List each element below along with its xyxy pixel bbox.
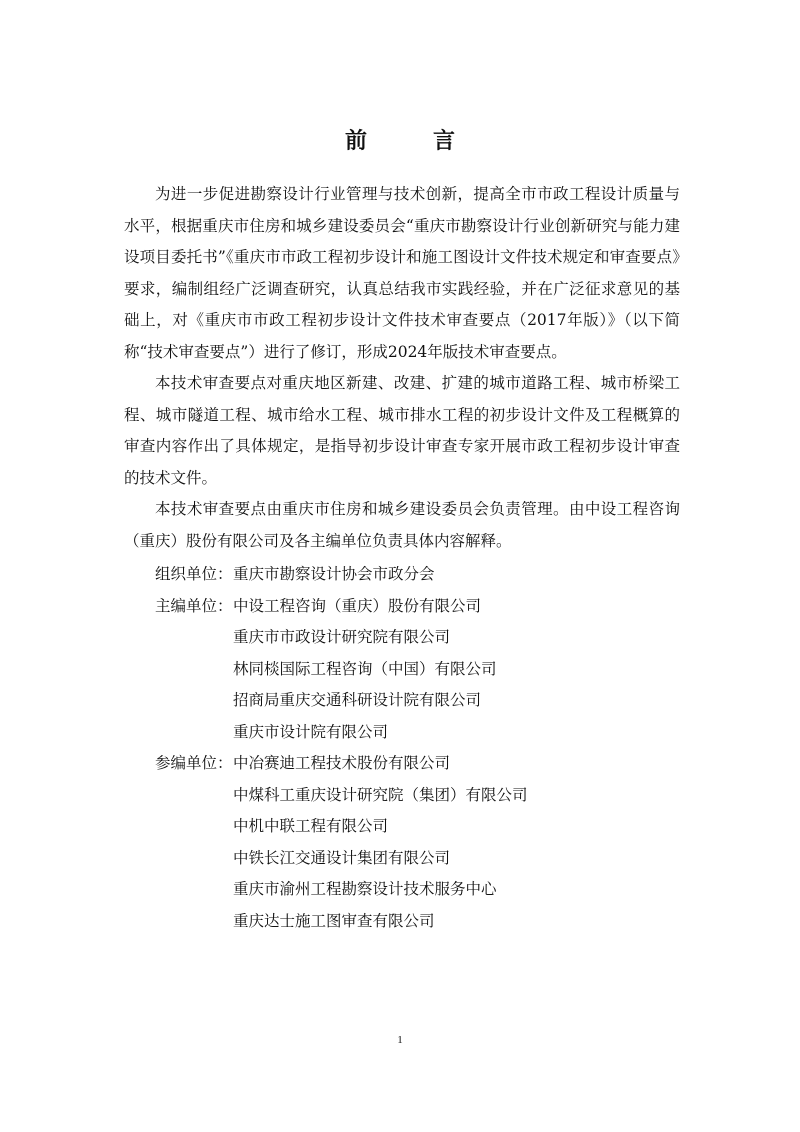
participant-name: 中铁长江交通设计集团有限公司	[233, 848, 451, 867]
organizer-names	[233, 559, 435, 591]
chief-editor-name: 林同棪国际工程咨询（中国）有限公司	[233, 659, 497, 678]
page-title: 前 言	[344, 128, 477, 154]
chief-editor-names	[233, 591, 497, 749]
participant-name: 中机中联工程有限公司	[233, 817, 389, 835]
unit-list	[155, 559, 675, 937]
preface-body	[124, 179, 680, 557]
participant-name: 中冶赛迪工程技术股份有限公司	[233, 754, 451, 772]
participant-label: 参编单位：	[155, 754, 233, 772]
page-number: 1	[397, 1034, 403, 1046]
paragraph-purpose: 为进一步促进勘察设计行业管理与技术创新，提高全市市政工程设计质量与水平，根据重庆市住房和城乡建设委员会“重庆市勘察设计行业创新研究与能力建设项目委托书”《重庆市市政工程初步设计和施工图设计文件技术规定和审查要点》要求，编制组经广泛调查研究，认真总结我市实践经验，并在广泛征求意见的基础上，对《重庆市市政工程初步设计文件技术审查要点（2017年版）》（以下简称“技术审查要点”）进行了修订，形成2024年版技术审查要点。	[124, 185, 680, 361]
organizer-name: 重庆市勘察设计协会市政分会	[233, 565, 435, 583]
chief-editor-label: 主编单位：	[155, 596, 233, 615]
participant-name: 重庆市渝州工程勘察设计技术服务中心	[233, 880, 497, 898]
chief-editor-row	[155, 591, 675, 749]
organizer-label: 组织单位：	[155, 565, 233, 583]
organizer-row	[155, 559, 675, 591]
chief-editor-name: 重庆市设计院有限公司	[233, 722, 389, 741]
paragraph-scope: 本技术审查要点对重庆地区新建、改建、扩建的城市道路工程、城市桥梁工程、城市隧道工程、城市给水工程、城市排水工程的初步设计文件及工程概算的审查内容作出了具体规定，是指导初步设计审查专家开展市政工程初步设计审查的技术文件。	[124, 374, 680, 487]
participant-row	[155, 748, 675, 937]
participant-names	[233, 748, 528, 937]
participant-name: 中煤科工重庆设计研究院（集团）有限公司	[233, 785, 528, 804]
chief-editor-name: 重庆市市政设计研究院有限公司	[233, 628, 451, 646]
chief-editor-name: 招商局重庆交通科研设计院有限公司	[233, 691, 482, 709]
chief-editor-name: 中设工程咨询（重庆）股份有限公司	[233, 596, 482, 615]
paragraph-management: 本技术审查要点由重庆市住房和城乡建设委员会负责管理。由中设工程咨询（重庆）股份有限公司及各主编单位负责具体内容解释。	[124, 500, 680, 550]
participant-name: 重庆达士施工图审查有限公司	[233, 911, 435, 930]
